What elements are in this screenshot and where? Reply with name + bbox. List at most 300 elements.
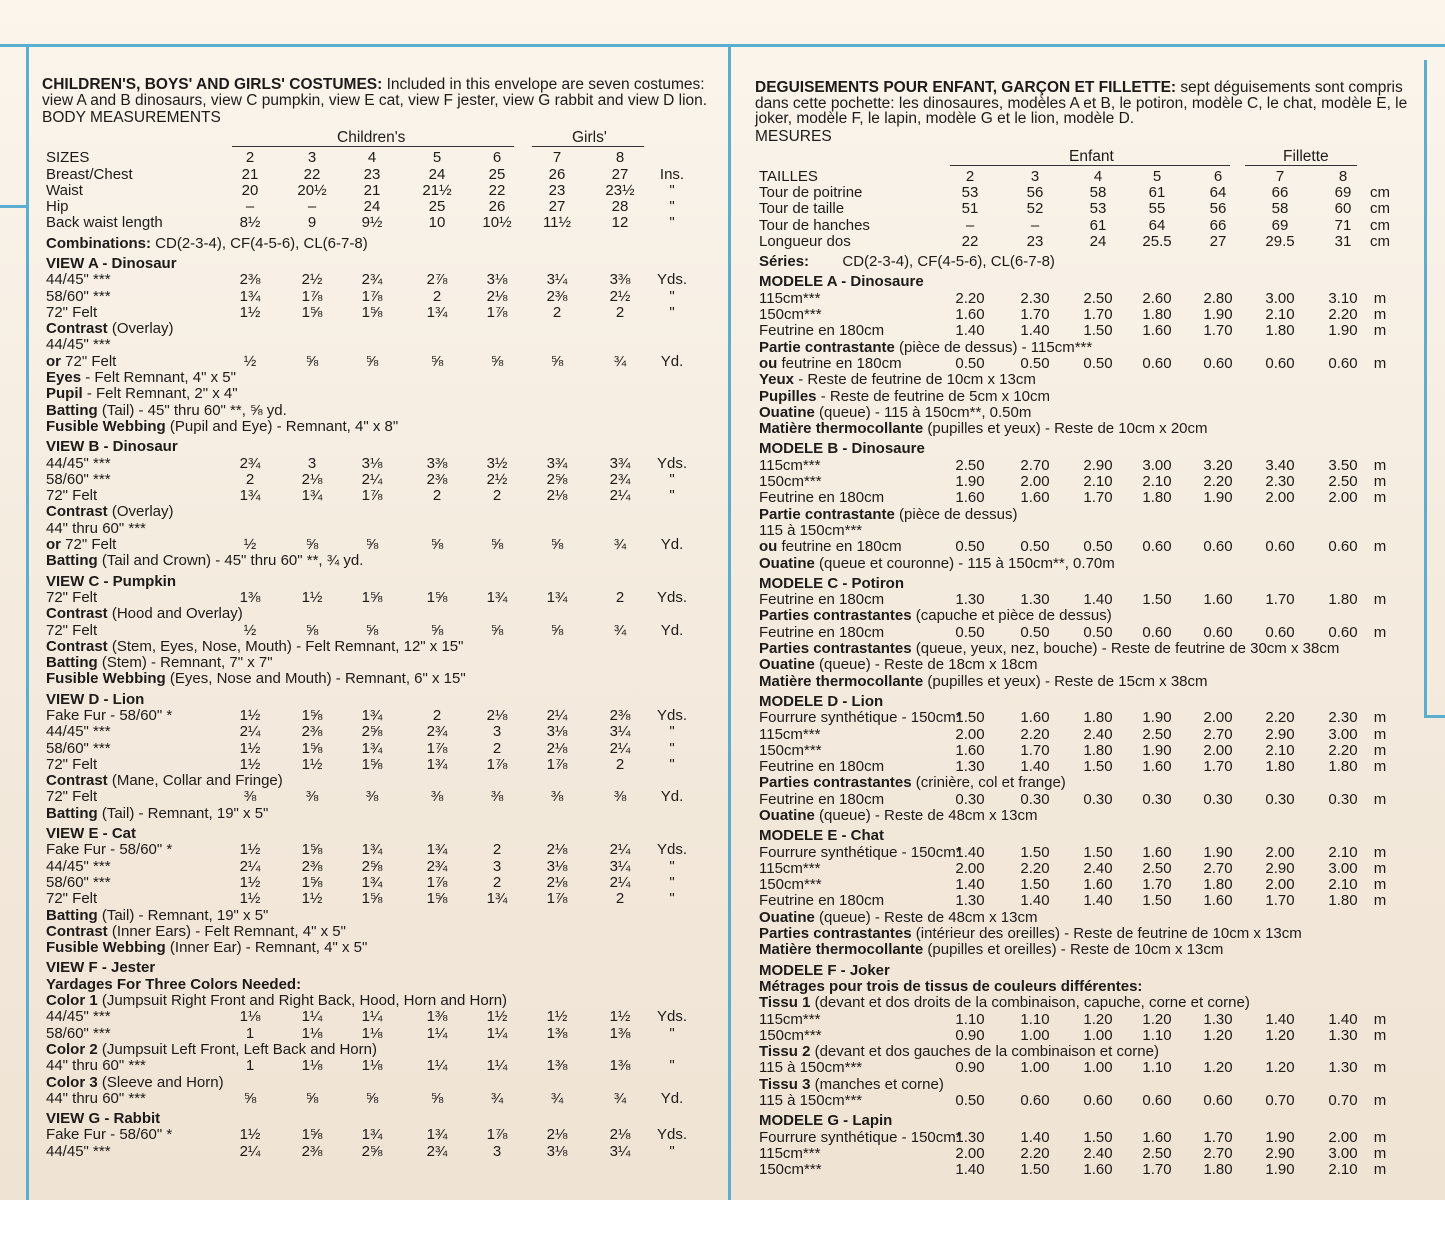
yardage-row	[42, 370, 722, 386]
yardage-row	[755, 389, 1435, 405]
yardage-cell: 3	[492, 857, 502, 875]
yardage-cell: 1.60	[955, 306, 985, 324]
yardage-text: 72" Felt	[46, 303, 98, 321]
yardage-cell: 1⅛	[239, 1008, 261, 1026]
yardage-cell: 2.70	[1203, 1144, 1233, 1162]
yardage-cell: 1.70	[1203, 1128, 1233, 1146]
yardage-text: 44/45" ***	[46, 857, 111, 875]
yardage-row-label	[759, 1077, 944, 1093]
yardage-bold-label: Batting	[46, 906, 98, 924]
yardage-row	[42, 337, 722, 353]
yardage-cell: 0.60	[1142, 354, 1172, 372]
yardage-cell: 1.70	[1265, 591, 1295, 609]
yardage-cell: 3⅛	[546, 857, 568, 875]
yardage-row	[755, 405, 1435, 421]
yardage-unit: m	[1373, 1128, 1387, 1146]
size-cell: 8	[1338, 167, 1348, 185]
yardage-text: feutrine en 180cm	[777, 354, 902, 372]
yardage-cell: 3⅛	[361, 454, 383, 472]
yardage-unit: "	[669, 755, 675, 773]
size-table	[42, 150, 722, 231]
yardage-cell: 2.40	[1083, 725, 1113, 743]
yardage-cell: 2.20	[1328, 306, 1358, 324]
section-title	[42, 826, 722, 842]
yardage-cell: 1.30	[955, 758, 985, 776]
yardage-cell: 1.70	[1142, 876, 1172, 894]
yardage-cell: 1.40	[1020, 892, 1050, 910]
yardage-cell: 1⅝	[426, 890, 448, 908]
yardage-row-label	[759, 775, 1066, 791]
yardage-row-label	[759, 1130, 962, 1146]
yardage-cell: 1.30	[1328, 1026, 1358, 1044]
size-cell: 31	[1334, 232, 1352, 250]
body-measurements-heading: BODY MEASUREMENTS	[42, 109, 221, 126]
yardage-cell: 2.90	[1083, 456, 1113, 474]
yardage-row-label	[759, 474, 822, 490]
yardage-row-label	[759, 910, 1037, 926]
yardage-text: 44" thru 60" ***	[46, 1057, 146, 1075]
yardage-row	[755, 1012, 1435, 1028]
yardage-cell: 1.80	[1083, 709, 1113, 727]
yardage-cell: 1⅜	[609, 1057, 631, 1075]
yardage-cell: 2¼	[361, 470, 383, 488]
yardage-unit: m	[1373, 843, 1387, 861]
yardage-row-label	[759, 1012, 820, 1028]
yardage-cell: 1.40	[955, 322, 985, 340]
size-row	[755, 234, 1435, 250]
section-title	[42, 1111, 722, 1127]
yardage-cell: 1.70	[1020, 306, 1050, 324]
yardage-cell: 0.30	[1083, 790, 1113, 808]
yardage-unit: m	[1373, 1161, 1387, 1179]
yardage-row	[755, 608, 1435, 624]
yardage-cell: 1½	[239, 303, 261, 321]
yardage-text: 150cm***	[759, 306, 822, 324]
yardage-cell: 1.40	[955, 876, 985, 894]
size-cell: 20½	[297, 181, 327, 199]
yardage-row-label	[759, 372, 1036, 388]
yardage-cell: ¾	[613, 352, 627, 370]
yardage-row	[42, 1144, 722, 1160]
size-cell: 22	[488, 181, 506, 199]
yardage-bold-label: Parties contrastantes	[759, 640, 912, 658]
yardage-text: (queue) - Reste de 48cm x 13cm	[814, 806, 1038, 824]
yardage-cell: 3⅛	[546, 723, 568, 741]
yardage-bold-label: Eyes	[46, 369, 82, 387]
yardage-cell: 1.70	[1203, 322, 1233, 340]
yardage-cell: 1.20	[1265, 1026, 1295, 1044]
section-title	[42, 960, 722, 976]
yardage-unit: Yds.	[656, 271, 687, 289]
yardage-cell: 1½	[301, 588, 323, 606]
yardage-row	[42, 606, 722, 622]
yardage-cell: ⅜	[490, 788, 504, 806]
yardage-cell: 2	[492, 739, 502, 757]
yardage-row-label	[759, 389, 1050, 405]
size-unit: cm	[1370, 216, 1390, 234]
yardage-cell: 3¼	[609, 723, 631, 741]
yardage-text: 58/60" ***	[46, 873, 111, 891]
yardage-text: 115cm***	[759, 1010, 821, 1028]
yardage-row	[755, 710, 1435, 726]
yardage-row-label	[46, 1042, 377, 1058]
yardage-unit: m	[1373, 306, 1387, 324]
yardage-cell: 2.00	[1328, 489, 1358, 507]
yardage-cell: 1⅝	[301, 739, 323, 757]
yardage-bold-label: Color 1	[46, 992, 98, 1010]
yardage-cell: ⅝	[305, 1089, 319, 1107]
section-title-text: VIEW G - Rabbit	[46, 1110, 161, 1128]
yardage-cell: 1.60	[1083, 876, 1113, 894]
section-title	[755, 576, 1435, 592]
yardage-text: (Jumpsuit Right Front and Right Back, Hood, Horn and Horn)	[97, 992, 508, 1010]
yardage-cell: 1.40	[1020, 322, 1050, 340]
yardage-text: (pièce de dessus)	[894, 505, 1018, 523]
size-cell: 2	[965, 167, 975, 185]
yardage-cell: 2¾	[426, 857, 448, 875]
size-cell: 23	[1026, 232, 1044, 250]
yardage-cell: 2⅜	[301, 723, 323, 741]
yardage-bold-label: Pupilles	[759, 387, 817, 405]
yardage-text: 72" Felt	[46, 487, 98, 505]
yardage-cell: 1.60	[1020, 709, 1050, 727]
yardage-bold-label: Contrast	[46, 320, 108, 338]
yardage-row	[42, 908, 722, 924]
yardage-unit: m	[1373, 1092, 1387, 1110]
yardage-cell: 2.10	[1328, 1161, 1358, 1179]
yardage-cell: 1.70	[1020, 741, 1050, 759]
yardage-cell: 2	[615, 303, 625, 321]
group-enfant: Enfant	[1069, 147, 1114, 165]
yardage-cell: 3.00	[1328, 1144, 1358, 1162]
yardage-cell: 1¾	[426, 755, 448, 773]
yardage-row	[755, 625, 1435, 641]
size-cell: 56	[1209, 200, 1227, 218]
size-row	[42, 167, 722, 183]
size-cell: 22	[961, 232, 979, 250]
group-fillette: Fillette	[1283, 147, 1329, 165]
size-cell: 23	[548, 181, 566, 199]
yardage-unit: m	[1373, 859, 1387, 877]
yardage-row	[755, 474, 1435, 490]
yardage-row	[755, 372, 1435, 388]
size-cell: 9½	[361, 214, 383, 232]
yardage-cell: 3¼	[546, 271, 568, 289]
yardage-cell: 1.40	[955, 843, 985, 861]
yardage-row-label	[759, 926, 1302, 942]
yardage-text: feutrine en 180cm	[777, 538, 902, 556]
fillette-underline	[1245, 165, 1357, 166]
yardage-cell: 2¼	[239, 723, 261, 741]
yardage-row-label	[759, 539, 902, 555]
yardage-cell: 1.70	[1083, 306, 1113, 324]
yardage-cell: 2.00	[1203, 709, 1233, 727]
yardage-row	[755, 421, 1435, 437]
yardage-text: 115cm***	[759, 859, 821, 877]
yardage-row-label	[759, 556, 1115, 572]
yardage-row	[42, 1042, 722, 1058]
yardage-cell: 1½	[546, 1008, 568, 1026]
section-title	[755, 1113, 1435, 1129]
size-cell: 61	[1148, 184, 1166, 201]
section-title-text: VIEW B - Dinosaur	[46, 438, 178, 456]
group-children: Children's	[337, 129, 406, 147]
yardage-row-label	[46, 337, 111, 353]
yardage-cell: ¾	[550, 1089, 564, 1107]
yardage-cell: 1⅝	[301, 873, 323, 891]
yardage-row-label	[759, 340, 1092, 356]
size-row	[755, 218, 1435, 234]
yardage-text: Feutrine en 180cm	[759, 489, 885, 507]
yardage-row-label	[46, 1075, 224, 1091]
yardage-cell: 1¾	[426, 303, 448, 321]
yardage-cell: 2	[552, 303, 562, 321]
yardage-cell: 0.60	[1203, 538, 1233, 556]
yardage-text: 115cm***	[759, 456, 821, 474]
yardage-unit: "	[669, 723, 675, 741]
size-row	[42, 215, 722, 231]
size-row	[755, 201, 1435, 217]
yardage-text: (capuche et pièce de dessus)	[911, 607, 1112, 625]
yardage-row-label	[759, 291, 820, 307]
yardage-cell: 2¾	[239, 454, 261, 472]
yardage-row-label	[46, 504, 174, 520]
yardage-text: 44/45" ***	[46, 454, 111, 472]
yardage-row-label	[759, 995, 1250, 1011]
yardage-row	[755, 641, 1435, 657]
yardage-text: 150cm***	[759, 1026, 822, 1044]
yardage-row	[755, 1060, 1435, 1076]
yardage-cell: 2.90	[1265, 725, 1295, 743]
section-title-text: VIEW C - Pumpkin	[46, 572, 177, 590]
yardage-text: (Sleeve and Horn)	[97, 1073, 224, 1091]
yardage-cell: 1.00	[1020, 1026, 1050, 1044]
size-cell: 24	[428, 165, 446, 183]
yardage-unit: m	[1373, 709, 1387, 727]
english-intro-title: CHILDREN'S, BOYS' AND GIRLS' COSTUMES:	[42, 76, 383, 93]
yardage-cell: 2⅝	[546, 470, 568, 488]
yardage-row	[42, 741, 722, 757]
combinations-row	[42, 236, 722, 252]
yardage-cell: 1⅝	[361, 755, 383, 773]
yardage-cell: 1⅝	[301, 1126, 323, 1144]
yardage-row-label	[46, 924, 346, 940]
yardage-unit: Yd.	[660, 352, 684, 370]
yardage-row-label	[759, 845, 962, 861]
yardage-row	[755, 1162, 1435, 1178]
section-title	[755, 441, 1435, 457]
yardage-cell: 0.50	[1020, 538, 1050, 556]
yardage-bold-label: Parties contrastantes	[759, 925, 912, 943]
yardage-cell: 1.50	[1020, 876, 1050, 894]
yardage-row	[755, 1146, 1435, 1162]
yardage-text: Feutrine en 180cm	[759, 790, 885, 808]
yardage-cell: 0.50	[955, 538, 985, 556]
yardage-text: - Reste de feutrine de 10cm x 13cm	[794, 371, 1036, 389]
yardage-cell: 1¾	[486, 890, 508, 908]
yardage-cell: ⅝	[430, 536, 444, 554]
size-cell: 5	[1152, 167, 1162, 185]
yardage-cell: ⅝	[365, 621, 379, 639]
yardage-cell: 1.00	[1020, 1059, 1050, 1077]
yardage-text: 72" Felt	[46, 755, 98, 773]
bottom-margin	[0, 1200, 1445, 1239]
yardage-text: 58/60" ***	[46, 470, 111, 488]
yardage-cell: 1½	[239, 841, 261, 859]
yardage-row-label	[759, 490, 884, 506]
yardage-row	[755, 592, 1435, 608]
size-cell: 58	[1271, 200, 1289, 218]
yardage-text: Fake Fur - 58/60" *	[46, 707, 173, 724]
yardage-cell: 1⅛	[361, 1057, 383, 1075]
yardage-row-label	[46, 875, 111, 891]
yardage-cell: 1½	[486, 1008, 508, 1026]
yardage-unit: m	[1373, 1026, 1387, 1044]
yardage-unit: m	[1373, 1010, 1387, 1028]
size-row-label: Tour de taille	[759, 200, 845, 218]
yardage-cell: 1	[245, 1057, 255, 1075]
size-row-label: Longueur dos	[759, 232, 851, 250]
yardage-unit: "	[669, 303, 675, 321]
yardage-cell: 1.40	[1020, 1128, 1050, 1146]
yardage-text: (pupilles et oreilles) - Reste de 10cm x 13cm	[923, 941, 1224, 959]
yardage-text: (Stem, Eyes, Nose, Mouth) - Felt Remnant, 12" x 15"	[107, 637, 464, 655]
size-cell: 26	[488, 198, 506, 216]
yardage-cell: 1.90	[1328, 322, 1358, 340]
yardage-cell: 1.50	[1020, 1161, 1050, 1179]
yardage-cell: 1⅞	[426, 873, 448, 891]
size-row-label: Waist	[46, 181, 83, 199]
size-cell: 25	[488, 165, 506, 183]
yardage-bold-label: Contrast	[46, 922, 108, 940]
yardage-cell: 0.60	[1265, 354, 1295, 372]
yardage-text: 44/45" ***	[46, 1008, 111, 1026]
yardage-cell: 0.60	[1142, 538, 1172, 556]
yardage-cell: 2.10	[1083, 473, 1113, 491]
yardage-unit: "	[669, 739, 675, 757]
yardage-row-label	[759, 356, 902, 372]
yardage-unit: "	[669, 287, 675, 305]
yardage-cell: 2.00	[1265, 489, 1295, 507]
yardage-cell: 2.30	[1020, 289, 1050, 307]
yardage-bold-label: Fusible Webbing	[46, 939, 166, 957]
yardage-row-label	[46, 671, 466, 687]
yardage-cell: ½	[243, 536, 257, 554]
yardage-cell: 2⅛	[546, 739, 568, 757]
yardage-text: (Overlay)	[107, 320, 174, 338]
yardage-row	[755, 657, 1435, 673]
size-unit: "	[669, 214, 675, 232]
yardage-bold-label: Parties contrastantes	[759, 774, 912, 792]
yardage-unit: m	[1373, 725, 1387, 743]
yardage-row-label	[759, 625, 884, 641]
yardage-row-label	[46, 623, 97, 639]
size-unit: cm	[1370, 200, 1390, 218]
yardage-row-label	[46, 806, 268, 822]
yardage-row-label	[46, 370, 236, 386]
yardage-text: (Hood and Overlay)	[107, 605, 243, 623]
yardage-row-label	[46, 590, 97, 606]
yardage-cell: ⅝	[550, 621, 564, 639]
combinations-text: CD(2-3-4), CF(4-5-6), CL(6-7-8)	[151, 234, 368, 252]
yardage-unit: m	[1373, 473, 1387, 491]
yardage-row	[42, 537, 722, 553]
yardage-cell: 2⅜	[301, 857, 323, 875]
yardage-cell: 1.80	[1328, 758, 1358, 776]
yardage-cell: 1.70	[1142, 1161, 1172, 1179]
yardage-cell: 3.00	[1142, 456, 1172, 474]
yardage-cell: 0.60	[1265, 538, 1295, 556]
yardage-cell: ⅜	[243, 788, 257, 806]
yardage-text: (queue) - Reste de 48cm x 13cm	[814, 908, 1038, 926]
yardage-row	[755, 743, 1435, 759]
yardage-cell: 2¾	[361, 271, 383, 289]
yardage-cell: 0.90	[955, 1059, 985, 1077]
yardage-cell: ⅝	[490, 352, 504, 370]
yardage-row-label	[759, 1146, 820, 1162]
yardage-cell: 1¾	[426, 1126, 448, 1144]
yardage-row-label	[46, 289, 111, 305]
yardage-text: (Tail) - Remnant, 19" x 5"	[97, 906, 269, 924]
yardage-cell: 0.30	[1142, 790, 1172, 808]
yardage-bold-label: Pupil	[46, 385, 83, 403]
yardage-bold-label: Parties contrastantes	[759, 607, 912, 625]
yardage-row-label	[46, 708, 172, 724]
yardage-cell: 1.90	[1142, 741, 1172, 759]
yardage-cell: 2	[615, 755, 625, 773]
yardage-row	[755, 539, 1435, 555]
section-title	[42, 256, 722, 272]
yardage-cell: 1.60	[1020, 489, 1050, 507]
yardage-cell: 2.70	[1203, 725, 1233, 743]
size-cell: 27	[1209, 232, 1227, 250]
series-row	[755, 254, 1435, 270]
yardage-row	[755, 323, 1435, 339]
yardage-cell: 2¾	[426, 723, 448, 741]
yardage-cell: 2.50	[1142, 859, 1172, 877]
yardage-unit: m	[1373, 876, 1387, 894]
yardage-text: 72" Felt	[46, 588, 98, 606]
yardage-row	[755, 291, 1435, 307]
yardage-unit: "	[669, 470, 675, 488]
yardage-cell: 2¾	[609, 470, 631, 488]
yardage-cell: 1.80	[1142, 489, 1172, 507]
yardage-row	[42, 842, 722, 858]
yardage-cell: 1.30	[955, 591, 985, 609]
yardage-unit: Yds.	[656, 454, 687, 472]
yardage-unit: "	[669, 1024, 675, 1042]
yardage-row	[755, 1044, 1435, 1060]
yardage-row-label	[759, 1044, 1159, 1060]
yardage-cell: 0.50	[1020, 623, 1050, 641]
yardage-row	[755, 507, 1435, 523]
yardage-text: (devant et dos droits de la combinaison, capuche, corne et corne)	[810, 994, 1250, 1012]
yardage-cell: 2	[615, 588, 625, 606]
yardage-cell: 1.10	[1142, 1026, 1172, 1044]
yardage-cell: 1¼	[486, 1057, 508, 1075]
yardage-cell: 2.00	[1020, 473, 1050, 491]
yardage-bold-label: Ouatine	[759, 806, 815, 824]
yardage-row-label	[46, 537, 116, 553]
yardage-cell: 3¾	[609, 454, 631, 472]
yardage-row	[755, 775, 1435, 791]
yardage-unit: Yds.	[656, 707, 687, 724]
size-cell: 8	[615, 149, 625, 167]
yardage-cell: 1⅝	[301, 841, 323, 859]
yardage-bold-label: Contrast	[46, 637, 108, 655]
yardage-text: (Inner Ear) - Remnant, 4" x 5"	[165, 939, 368, 957]
yardage-text: (Stem) - Remnant, 7" x 7"	[97, 654, 273, 672]
